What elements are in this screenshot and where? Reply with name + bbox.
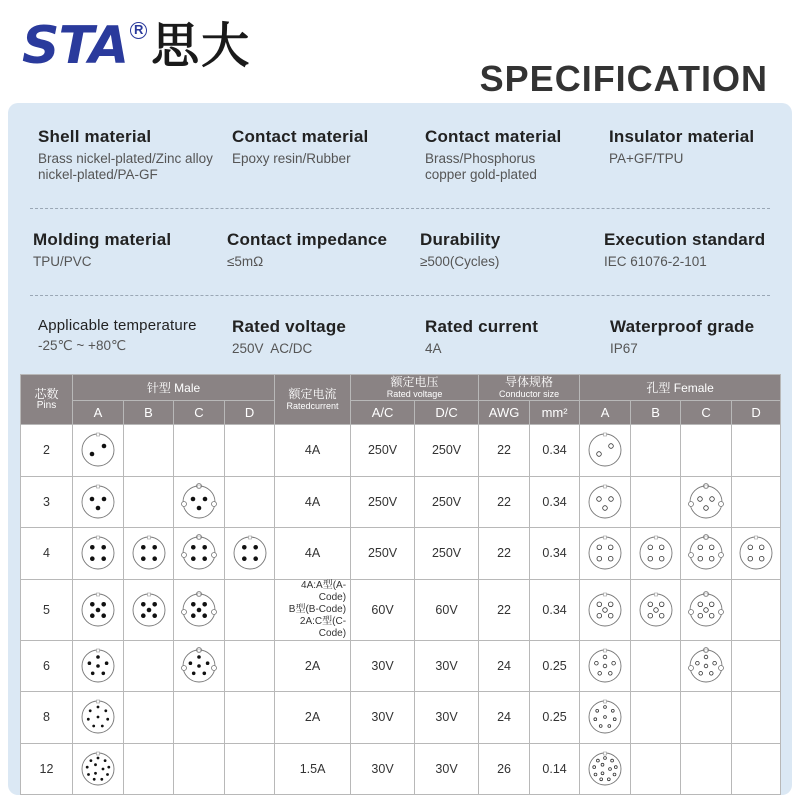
header-pins <box>21 375 73 425</box>
female-pin-diagram-icon <box>686 646 726 686</box>
prop-value: PA+GF/TPU <box>609 151 684 166</box>
table-row <box>21 692 781 744</box>
female-b-cell <box>631 528 681 580</box>
header-male-d: D <box>225 401 275 425</box>
male-b-cell <box>124 528 174 580</box>
header-male-b: B <box>124 401 174 425</box>
prop-name: Waterproof grade <box>610 317 755 336</box>
male-pin-diagram-icon <box>179 646 219 686</box>
table-row <box>21 425 781 477</box>
prop-name: Shell material <box>38 127 152 146</box>
prop-name: Rated current <box>425 317 539 336</box>
female-d-cell <box>732 743 781 795</box>
ac-voltage-cell: 30V <box>351 743 415 795</box>
female-b-cell <box>631 692 681 744</box>
female-pin-diagram-icon <box>585 646 625 686</box>
male-pin-diagram-icon <box>78 749 118 789</box>
dc-voltage-cell: 30V <box>415 692 479 744</box>
header-female <box>580 375 781 401</box>
table-row <box>21 743 781 795</box>
prop-rated-current <box>425 317 615 357</box>
ac-voltage-cell: 30V <box>351 640 415 692</box>
male-pin-diagram-icon <box>78 533 118 573</box>
female-pin-diagram-icon <box>585 749 625 789</box>
female-d-cell <box>732 692 781 744</box>
table-row <box>21 476 781 528</box>
header-male-c: C <box>174 401 225 425</box>
male-b-cell <box>124 692 174 744</box>
male-a-cell <box>73 476 124 528</box>
female-d-cell <box>732 579 781 640</box>
pins-cell: 12 <box>21 743 73 795</box>
header-current-en: Ratedcurrent <box>286 401 339 411</box>
prop-row-1 <box>8 127 792 217</box>
male-pin-diagram-icon <box>129 590 169 630</box>
male-pin-diagram-icon <box>179 482 219 522</box>
prop-value: 4A <box>425 341 442 356</box>
female-d-cell <box>732 640 781 692</box>
female-b-cell <box>631 743 681 795</box>
female-c-cell <box>681 528 732 580</box>
divider <box>30 295 770 296</box>
female-pin-diagram-icon <box>636 533 676 573</box>
prop-value: -25℃ ~ +80℃ <box>38 338 127 353</box>
dc-voltage-cell: 250V <box>415 476 479 528</box>
prop-name: Contact material <box>232 127 369 146</box>
mm2-cell: 0.34 <box>530 579 580 640</box>
mm2-cell: 0.34 <box>530 528 580 580</box>
table-row <box>21 528 781 580</box>
header-voltage <box>351 375 479 401</box>
mm2-cell: 0.34 <box>530 425 580 477</box>
male-pin-diagram-icon <box>78 430 118 470</box>
pins-cell: 8 <box>21 692 73 744</box>
header-conductor-cn: 导体规格 <box>505 375 554 389</box>
header-male <box>73 375 275 401</box>
female-pin-diagram-icon <box>736 533 776 573</box>
male-pin-diagram-icon <box>230 533 270 573</box>
prop-name: Contact impedance <box>227 230 388 249</box>
header-pins-cn: 芯数 <box>34 387 59 401</box>
prop-value: Brass/Phosphorus copper gold-plated <box>425 151 537 182</box>
ac-voltage-cell: 250V <box>351 476 415 528</box>
male-d-cell <box>225 640 275 692</box>
prop-name: Rated voltage <box>232 317 347 336</box>
current-cell: 2A <box>275 640 351 692</box>
registered-mark: R <box>130 22 147 39</box>
male-pin-diagram-icon <box>179 533 219 573</box>
ac-voltage-cell: 60V <box>351 579 415 640</box>
table-body <box>21 425 781 795</box>
male-a-cell <box>73 425 124 477</box>
male-d-cell <box>225 476 275 528</box>
female-c-cell <box>681 692 732 744</box>
mm2-cell: 0.25 <box>530 640 580 692</box>
current-code-line: B型(B-Code) <box>288 603 347 615</box>
prop-value: Brass nickel-plated/Zinc alloy nickel-plated/PA-GF <box>38 151 213 182</box>
female-b-cell <box>631 425 681 477</box>
header-current-cn: 额定电流 <box>288 387 337 401</box>
awg-cell: 22 <box>479 528 530 580</box>
prop-name: Insulator material <box>609 127 755 146</box>
current-cell <box>275 579 351 640</box>
pin-spec-table <box>20 374 781 795</box>
female-pin-diagram-icon <box>636 590 676 630</box>
ac-voltage-cell: 250V <box>351 425 415 477</box>
mm2-cell: 0.34 <box>530 476 580 528</box>
pins-cell: 6 <box>21 640 73 692</box>
female-c-cell <box>681 425 732 477</box>
female-a-cell <box>580 476 631 528</box>
male-b-cell <box>124 425 174 477</box>
header-voltage-cn: 额定电压 <box>390 375 439 389</box>
header-female-d: D <box>732 401 781 425</box>
female-pin-diagram-icon <box>585 430 625 470</box>
male-pin-diagram-icon <box>78 646 118 686</box>
male-pin-diagram-icon <box>78 697 118 737</box>
header-female-b: B <box>631 401 681 425</box>
prop-row-2 <box>8 230 792 320</box>
current-cell: 2A <box>275 692 351 744</box>
male-c-cell <box>174 692 225 744</box>
prop-waterproof-grade <box>610 317 800 357</box>
prop-rated-voltage <box>232 317 422 357</box>
male-d-cell <box>225 743 275 795</box>
header-conductor-en: Conductor size <box>499 389 560 399</box>
pins-cell: 5 <box>21 579 73 640</box>
prop-applicable-temperature <box>38 317 228 354</box>
prop-molding-material <box>33 230 223 270</box>
female-pin-diagram-icon <box>585 590 625 630</box>
male-a-cell <box>73 692 124 744</box>
awg-cell: 24 <box>479 692 530 744</box>
prop-value: IP67 <box>610 341 638 356</box>
female-c-cell <box>681 476 732 528</box>
male-d-cell <box>225 528 275 580</box>
male-b-cell <box>124 743 174 795</box>
prop-value: 250V AC/DC <box>232 341 313 356</box>
header-dc: D/C <box>415 401 479 425</box>
male-c-cell <box>174 579 225 640</box>
male-d-cell <box>225 692 275 744</box>
female-b-cell <box>631 476 681 528</box>
male-a-cell <box>73 579 124 640</box>
mm2-cell: 0.14 <box>530 743 580 795</box>
awg-cell: 22 <box>479 579 530 640</box>
header-pins-en: Pins <box>36 400 57 411</box>
female-b-cell <box>631 579 681 640</box>
prop-contact-material-1 <box>232 127 422 167</box>
male-c-cell <box>174 743 225 795</box>
dc-voltage-cell: 250V <box>415 528 479 580</box>
current-cell: 4A <box>275 528 351 580</box>
header-female-a: A <box>580 401 631 425</box>
female-pin-diagram-icon <box>686 590 726 630</box>
prop-contact-material-2 <box>425 127 615 183</box>
dc-voltage-cell: 250V <box>415 425 479 477</box>
header-female-label: 孔型 Female <box>646 380 714 395</box>
male-pin-diagram-icon <box>179 590 219 630</box>
female-a-cell <box>580 528 631 580</box>
prop-value: TPU/PVC <box>33 254 92 269</box>
page-title: SPECIFICATION <box>479 58 768 99</box>
female-pin-diagram-icon <box>585 533 625 573</box>
prop-insulator-material <box>609 127 799 167</box>
female-pin-diagram-icon <box>686 533 726 573</box>
male-b-cell <box>124 640 174 692</box>
current-cell: 4A <box>275 425 351 477</box>
current-cell: 1.5A <box>275 743 351 795</box>
female-a-cell <box>580 425 631 477</box>
header-ac: A/C <box>351 401 415 425</box>
female-c-cell <box>681 743 732 795</box>
header-conductor <box>479 375 580 401</box>
prop-durability <box>420 230 610 270</box>
prop-shell-material <box>38 127 228 183</box>
pins-cell: 3 <box>21 476 73 528</box>
male-a-cell <box>73 640 124 692</box>
current-code-line: 4A:A型(A-Code) <box>301 579 347 603</box>
table-row <box>21 640 781 692</box>
male-b-cell <box>124 476 174 528</box>
male-c-cell <box>174 476 225 528</box>
prop-name: Durability <box>420 230 501 249</box>
male-a-cell <box>73 528 124 580</box>
table-row <box>21 579 781 640</box>
female-a-cell <box>580 579 631 640</box>
brand-logo <box>22 18 251 74</box>
ac-voltage-cell: 30V <box>351 692 415 744</box>
female-a-cell <box>580 640 631 692</box>
header-voltage-en: Rated voltage <box>386 389 443 399</box>
female-b-cell <box>631 640 681 692</box>
male-c-cell <box>174 640 225 692</box>
female-pin-diagram-icon <box>585 482 625 522</box>
pins-cell: 2 <box>21 425 73 477</box>
female-c-cell <box>681 579 732 640</box>
female-pin-diagram-icon <box>585 697 625 737</box>
awg-cell: 24 <box>479 640 530 692</box>
male-d-cell <box>225 425 275 477</box>
male-pin-diagram-icon <box>78 482 118 522</box>
spec-panel <box>8 103 792 795</box>
prop-value: Epoxy resin/Rubber <box>232 151 351 166</box>
male-c-cell <box>174 425 225 477</box>
divider <box>30 208 770 209</box>
male-c-cell <box>174 528 225 580</box>
prop-value: IEC 61076-2-101 <box>604 254 707 269</box>
prop-name: Molding material <box>33 230 172 249</box>
prop-contact-impedance <box>227 230 417 270</box>
male-pin-diagram-icon <box>78 590 118 630</box>
current-cell: 4A <box>275 476 351 528</box>
header-awg: AWG <box>479 401 530 425</box>
pins-cell: 4 <box>21 528 73 580</box>
female-d-cell <box>732 425 781 477</box>
awg-cell: 26 <box>479 743 530 795</box>
header-male-a: A <box>73 401 124 425</box>
mm2-cell: 0.25 <box>530 692 580 744</box>
female-c-cell <box>681 640 732 692</box>
female-a-cell <box>580 692 631 744</box>
header-current <box>275 375 351 425</box>
header-male-label: 针型 Male <box>146 380 201 395</box>
female-d-cell <box>732 528 781 580</box>
female-a-cell <box>580 743 631 795</box>
prop-name: Execution standard <box>604 230 766 249</box>
logo-chinese: 思大 <box>151 18 252 74</box>
prop-value: ≥500(Cycles) <box>420 254 500 269</box>
female-pin-diagram-icon <box>686 482 726 522</box>
logo-latin: STA <box>22 16 129 76</box>
dc-voltage-cell: 30V <box>415 640 479 692</box>
ac-voltage-cell: 250V <box>351 528 415 580</box>
header-female-c: C <box>681 401 732 425</box>
current-code-line: 2A:C型(C-Code) <box>299 615 347 639</box>
header-mm2: mm² <box>530 401 580 425</box>
male-pin-diagram-icon <box>129 533 169 573</box>
male-d-cell <box>225 579 275 640</box>
prop-name: Applicable temperature <box>38 317 197 334</box>
prop-execution-standard <box>604 230 794 270</box>
dc-voltage-cell: 30V <box>415 743 479 795</box>
dc-voltage-cell: 60V <box>415 579 479 640</box>
female-d-cell <box>732 476 781 528</box>
male-b-cell <box>124 579 174 640</box>
prop-name: Contact material <box>425 127 562 146</box>
prop-value: ≤5mΩ <box>227 254 264 269</box>
male-a-cell <box>73 743 124 795</box>
awg-cell: 22 <box>479 425 530 477</box>
awg-cell: 22 <box>479 476 530 528</box>
